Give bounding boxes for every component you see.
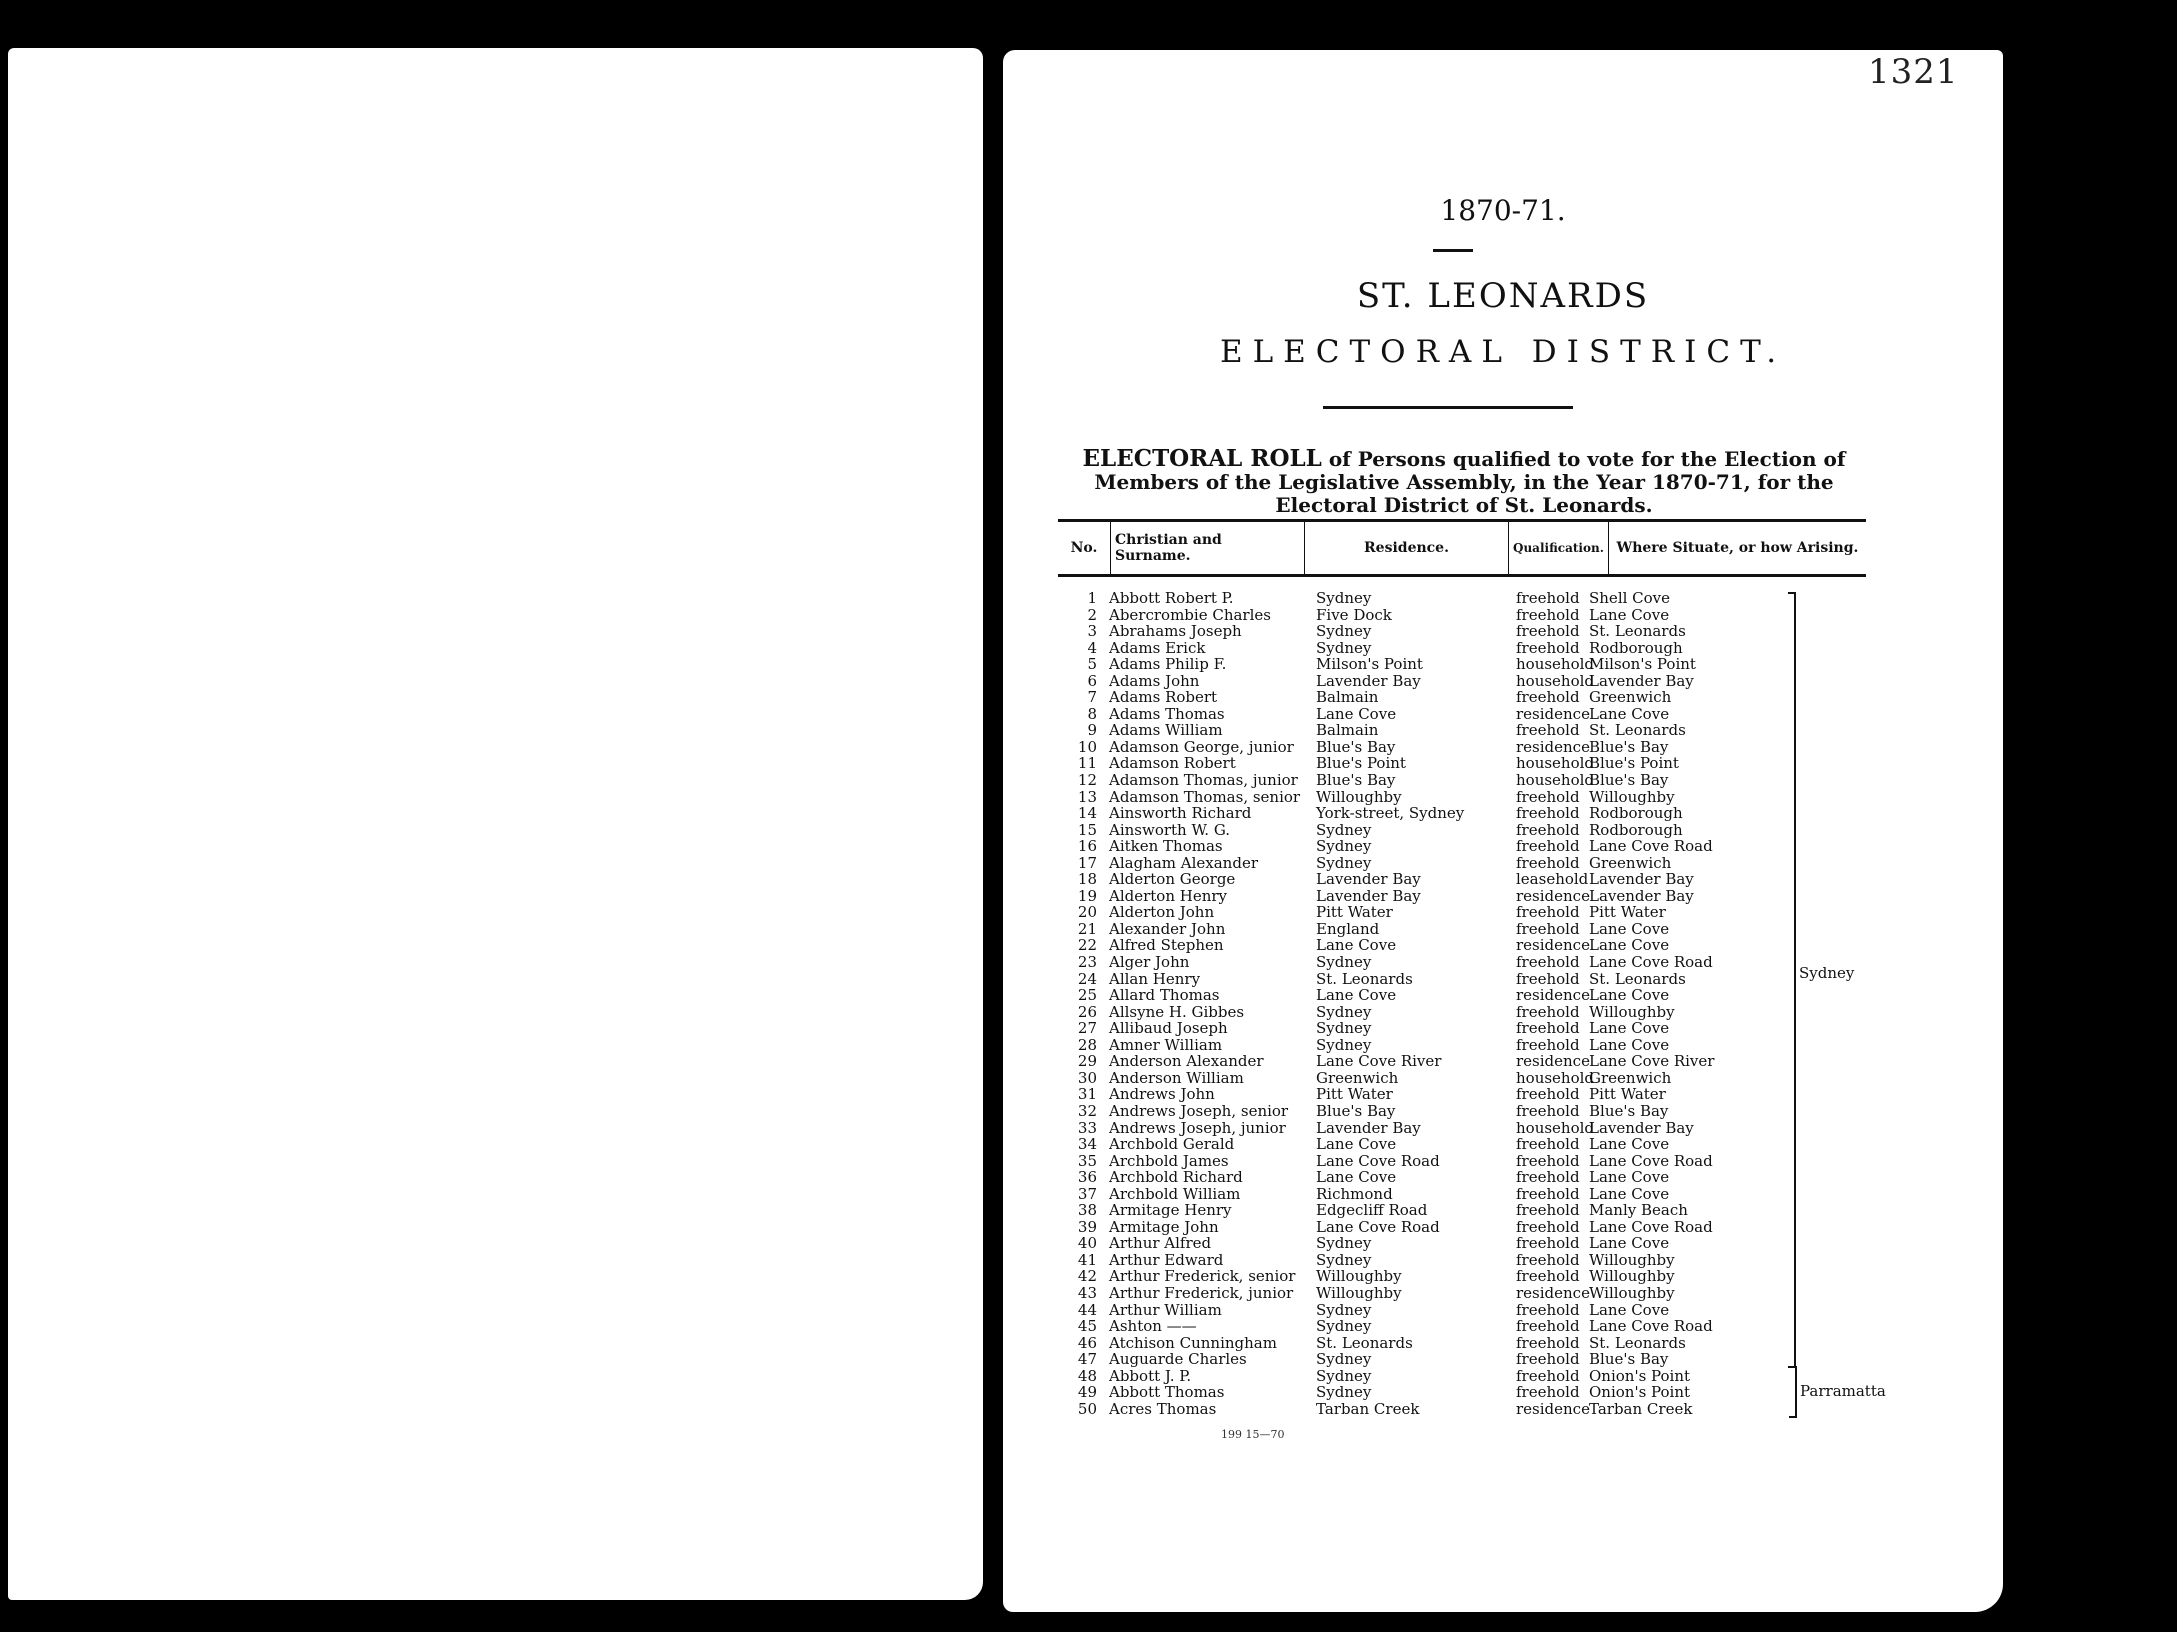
cell-name: Andrews John: [1109, 1085, 1215, 1104]
cell-where: Rodborough: [1589, 638, 1683, 657]
cell-name: Aitken Thomas: [1109, 837, 1223, 856]
cell-no: 31: [1077, 1085, 1097, 1104]
cell-where: Lane Cove: [1589, 1035, 1670, 1054]
cell-name: Alfred Stephen: [1109, 936, 1224, 955]
cell-res: Pitt Water: [1316, 1085, 1393, 1104]
cell-where: Willoughby: [1589, 787, 1675, 806]
cell-qual: freehold: [1516, 1002, 1580, 1021]
cell-name: Allsyne H. Gibbes: [1109, 1002, 1245, 1021]
cell-name: Atchison Cunningham: [1109, 1333, 1277, 1352]
cell-where: Blue's Bay: [1589, 1350, 1669, 1369]
cell-res: England: [1316, 919, 1380, 938]
cell-no: 41: [1077, 1250, 1097, 1269]
cell-no: 10: [1077, 737, 1097, 756]
cell-where: Willoughby: [1589, 1002, 1675, 1021]
cell-no: 50: [1077, 1399, 1097, 1418]
cell-qual: residence: [1516, 704, 1590, 723]
cell-where: Lavender Bay: [1589, 671, 1694, 690]
cell-where: Shell Cove: [1589, 589, 1671, 607]
cell-res: Sydney: [1316, 1350, 1372, 1369]
cell-qual: leasehold: [1516, 870, 1589, 889]
cell-res: Sydney: [1316, 622, 1372, 641]
cell-name: Archbold Gerald: [1109, 1135, 1235, 1154]
cell-where: Lavender Bay: [1589, 886, 1694, 905]
cell-no: 11: [1077, 754, 1097, 773]
page-number-right: 1321: [1868, 52, 1959, 92]
cell-qual: freehold: [1516, 1317, 1580, 1336]
brace-parramatta: [1789, 1366, 1797, 1418]
cell-res: Sydney: [1316, 1317, 1372, 1336]
cell-name: Adams Erick: [1109, 638, 1206, 657]
col-header-where: Where Situate, or how Arising.: [1608, 521, 1866, 576]
cell-qual: freehold: [1516, 1267, 1580, 1286]
cell-res: Sydney: [1316, 1366, 1372, 1385]
cell-res: Lane Cove Road: [1316, 1217, 1440, 1236]
cell-name: Abbott J. P.: [1109, 1366, 1192, 1385]
cell-where: Lavender Bay: [1589, 1118, 1694, 1137]
cell-where: Lane Cove: [1589, 605, 1670, 624]
cell-res: Blue's Bay: [1316, 771, 1396, 790]
cell-name: Adamson Thomas, junior: [1109, 771, 1298, 790]
cell-name: Abrahams Joseph: [1109, 622, 1242, 641]
cell-where: Onion's Point: [1589, 1366, 1691, 1385]
cell-no: 17: [1077, 853, 1097, 872]
cell-res: Lane Cove Road: [1316, 1151, 1440, 1170]
cell-where: Rodborough: [1589, 820, 1683, 839]
cell-res: Lavender Bay: [1316, 886, 1421, 905]
cell-name: Arthur Edward: [1109, 1250, 1224, 1269]
cell-where: Manly Beach: [1589, 1201, 1688, 1220]
year-heading: 1870-71.: [1440, 194, 1566, 227]
cell-name: Armitage John: [1109, 1217, 1219, 1236]
cell-where: Lane Cove: [1589, 986, 1670, 1005]
cell-name: Allard Thomas: [1109, 986, 1220, 1005]
cell-name: Anderson William: [1109, 1068, 1244, 1087]
right-page: [1003, 50, 2003, 1612]
cell-name: Anderson Alexander: [1109, 1052, 1264, 1071]
cell-res: Willoughby: [1316, 787, 1402, 806]
cell-name: Adams John: [1109, 671, 1200, 690]
cell-qual: residence: [1516, 737, 1590, 756]
cell-no: 26: [1077, 1002, 1097, 1021]
cell-qual: freehold: [1516, 1101, 1580, 1120]
cell-no: 37: [1077, 1184, 1097, 1203]
cell-res: Five Dock: [1316, 605, 1392, 624]
col-header-name: Christian and Surname.: [1111, 521, 1305, 576]
cell-where: Willoughby: [1589, 1267, 1675, 1286]
cell-res: Sydney: [1316, 1383, 1372, 1402]
cell-name: Alexander John: [1109, 919, 1226, 938]
page-number-left: 1320: [80, 52, 171, 92]
cell-name: Ainsworth Richard: [1109, 804, 1252, 823]
cell-no: 23: [1077, 953, 1097, 972]
intro-lead: ELECTORAL ROLL: [1082, 445, 1322, 472]
cell-no: 13: [1077, 787, 1097, 806]
cell-qual: residence: [1516, 936, 1590, 955]
cell-qual: freehold: [1516, 1035, 1580, 1054]
brace-sydney: [1788, 592, 1796, 1368]
cell-qual: freehold: [1516, 820, 1580, 839]
cell-name: Allan Henry: [1109, 969, 1201, 988]
cell-no: 21: [1077, 919, 1097, 938]
cell-no: 28: [1077, 1035, 1097, 1054]
cell-res: Sydney: [1316, 1019, 1372, 1038]
cell-res: Lane Cove: [1316, 936, 1397, 955]
cell-qual: freehold: [1516, 622, 1580, 641]
cell-name: Adamson George, junior: [1109, 737, 1294, 756]
cell-no: 42: [1077, 1267, 1097, 1286]
cell-where: Blue's Bay: [1589, 1101, 1669, 1120]
cell-res: Tarban Creek: [1316, 1399, 1420, 1418]
cell-name: Alderton George: [1109, 870, 1236, 889]
cell-no: 24: [1077, 969, 1097, 988]
cell-res: Sydney: [1316, 1002, 1372, 1021]
cell-where: Tarban Creek: [1589, 1399, 1693, 1418]
cell-name: Andrews Joseph, junior: [1109, 1118, 1286, 1137]
cell-where: Lane Cove Road: [1589, 1217, 1713, 1236]
cell-res: Willoughby: [1316, 1283, 1402, 1302]
cell-qual: freehold: [1516, 1217, 1580, 1236]
cell-no: 15: [1077, 820, 1097, 839]
cell-qual: freehold: [1516, 589, 1580, 607]
cell-res: Lane Cove: [1316, 704, 1397, 723]
cell-qual: freehold: [1516, 804, 1580, 823]
cell-no: 39: [1077, 1217, 1097, 1236]
cell-qual: freehold: [1516, 638, 1580, 657]
cell-res: Blue's Bay: [1316, 1101, 1396, 1120]
cell-no: 40: [1077, 1234, 1097, 1253]
district-title: ST. LEONARDS: [1356, 276, 1650, 316]
cell-name: Amner William: [1109, 1035, 1223, 1054]
cell-no: 19: [1077, 886, 1097, 905]
cell-qual: freehold: [1516, 1300, 1580, 1319]
cell-where: St. Leonards: [1589, 969, 1686, 988]
cell-res: Edgecliff Road: [1316, 1201, 1428, 1220]
brace-label-parramatta: Parramatta: [1800, 1382, 1886, 1400]
cell-res: Lane Cove: [1316, 1135, 1397, 1154]
cell-no: 30: [1077, 1068, 1097, 1087]
column-headers: [1058, 519, 1866, 577]
cell-name: Arthur Alfred: [1109, 1234, 1212, 1253]
cell-name: Alagham Alexander: [1109, 853, 1258, 872]
cell-qual: freehold: [1516, 605, 1580, 624]
cell-qual: freehold: [1516, 787, 1580, 806]
cell-name: Ainsworth W. G.: [1109, 820, 1231, 839]
cell-no: 38: [1077, 1201, 1097, 1220]
cell-no: 20: [1077, 903, 1097, 922]
col-header-residence: Residence.: [1305, 521, 1509, 576]
cell-qual: household: [1516, 754, 1595, 773]
cell-res: Lavender Bay: [1316, 671, 1421, 690]
cell-name: Alderton Henry: [1109, 886, 1228, 905]
cell-where: Lane Cove River: [1589, 1052, 1715, 1071]
cell-qual: household: [1516, 1118, 1595, 1137]
cell-where: St. Leonards: [1589, 622, 1686, 641]
cell-name: Arthur Frederick, junior: [1109, 1283, 1294, 1302]
cell-no: 48: [1077, 1366, 1097, 1385]
cell-qual: freehold: [1516, 1383, 1580, 1402]
cell-res: Milson's Point: [1316, 655, 1423, 674]
cell-where: Lavender Bay: [1589, 870, 1694, 889]
cell-qual: freehold: [1516, 1019, 1580, 1038]
cell-qual: freehold: [1516, 969, 1580, 988]
cell-res: Sydney: [1316, 953, 1372, 972]
cell-where: Lane Cove Road: [1589, 953, 1713, 972]
cell-qual: freehold: [1516, 903, 1580, 922]
cell-no: 44: [1077, 1300, 1097, 1319]
cell-name: Arthur Frederick, senior: [1109, 1267, 1296, 1286]
cell-no: 6: [1087, 671, 1097, 690]
cell-qual: freehold: [1516, 1250, 1580, 1269]
cell-where: St. Leonards: [1589, 721, 1686, 740]
cell-res: Blue's Point: [1316, 754, 1406, 773]
cell-where: Blue's Point: [1589, 754, 1679, 773]
cell-where: Lane Cove: [1589, 1300, 1670, 1319]
cell-qual: household: [1516, 1068, 1595, 1087]
cell-where: Blue's Bay: [1589, 737, 1669, 756]
cell-res: Balmain: [1316, 721, 1379, 740]
cell-no: 3: [1087, 622, 1097, 641]
cell-name: Adamson Thomas, senior: [1109, 787, 1301, 806]
cell-where: Lane Cove: [1589, 1019, 1670, 1038]
cell-no: 18: [1077, 870, 1097, 889]
cell-qual: freehold: [1516, 1135, 1580, 1154]
left-page: [8, 48, 983, 1600]
cell-qual: freehold: [1516, 853, 1580, 872]
cell-qual: residence: [1516, 1052, 1590, 1071]
cell-no: 47: [1077, 1350, 1097, 1369]
cell-res: Sydney: [1316, 638, 1372, 657]
cell-no: 16: [1077, 837, 1097, 856]
cell-qual: residence: [1516, 1283, 1590, 1302]
cell-no: 9: [1087, 721, 1097, 740]
cell-name: Abbott Thomas: [1109, 1383, 1225, 1402]
cell-name: Allibaud Joseph: [1109, 1019, 1228, 1038]
col-header-no: No.: [1070, 540, 1098, 556]
cell-res: Sydney: [1316, 1300, 1372, 1319]
cell-where: Lane Cove Road: [1589, 1317, 1713, 1336]
cell-where: Greenwich: [1589, 853, 1672, 872]
cell-res: St. Leonards: [1316, 1333, 1413, 1352]
cell-name: Archbold Richard: [1109, 1168, 1243, 1187]
cell-res: Willoughby: [1316, 1267, 1402, 1286]
cell-where: Lane Cove: [1589, 1234, 1670, 1253]
cell-no: 12: [1077, 771, 1097, 790]
cell-name: Ashton ——: [1109, 1317, 1197, 1336]
cell-no: 27: [1077, 1019, 1097, 1038]
cell-where: St. Leonards: [1589, 1333, 1686, 1352]
cell-name: Archbold James: [1109, 1151, 1229, 1170]
cell-res: Blue's Bay: [1316, 737, 1396, 756]
cell-name: Adams William: [1109, 721, 1223, 740]
cell-res: Sydney: [1316, 820, 1372, 839]
cell-where: Lane Cove Road: [1589, 1151, 1713, 1170]
intro-paragraph: [1055, 447, 1873, 517]
cell-no: 5: [1087, 655, 1097, 674]
cell-where: Lane Cove Road: [1589, 837, 1713, 856]
cell-no: 14: [1077, 804, 1097, 823]
cell-qual: freehold: [1516, 919, 1580, 938]
cell-no: 7: [1087, 688, 1097, 707]
cell-where: Milson's Point: [1589, 655, 1696, 674]
cell-where: Lane Cove: [1589, 919, 1670, 938]
printer-imprint: 199 15—70: [1221, 1428, 1285, 1441]
cell-qual: freehold: [1516, 1350, 1580, 1369]
cell-name: Auguarde Charles: [1109, 1350, 1247, 1369]
cell-name: Abercrombie Charles: [1109, 605, 1271, 624]
cell-res: Greenwich: [1316, 1068, 1399, 1087]
cell-res: Sydney: [1316, 1035, 1372, 1054]
cell-no: 22: [1077, 936, 1097, 955]
cell-res: York-street, Sydney: [1316, 804, 1465, 823]
cell-res: Lane Cove: [1316, 986, 1397, 1005]
cell-res: Sydney: [1316, 853, 1372, 872]
cell-no: 43: [1077, 1283, 1097, 1302]
cell-where: Willoughby: [1589, 1250, 1675, 1269]
cell-no: 35: [1077, 1151, 1097, 1170]
short-rule: [1433, 249, 1473, 252]
cell-qual: household: [1516, 671, 1595, 690]
cell-qual: freehold: [1516, 1168, 1580, 1187]
cell-no: 25: [1077, 986, 1097, 1005]
electoral-district-title: ELECTORAL DISTRICT.: [1219, 334, 1787, 370]
cell-qual: freehold: [1516, 1184, 1580, 1203]
cell-res: Sydney: [1316, 1250, 1372, 1269]
long-rule: [1323, 406, 1573, 409]
cell-no: 2: [1087, 605, 1097, 624]
cell-res: Sydney: [1316, 837, 1372, 856]
cell-res: Pitt Water: [1316, 903, 1393, 922]
cell-no: 8: [1087, 704, 1097, 723]
intro-text: of Persons qualified to vote for the Election of Members of the Legislative Assembly, in the Year 1870-71, for the Electoral District of St. Leonards.: [1094, 447, 1846, 517]
cell-where: Pitt Water: [1589, 903, 1666, 922]
cell-where: Rodborough: [1589, 804, 1683, 823]
cell-name: Arthur William: [1109, 1300, 1222, 1319]
cell-where: Greenwich: [1589, 1068, 1672, 1087]
cell-qual: freehold: [1516, 721, 1580, 740]
cell-qual: residence: [1516, 1399, 1590, 1418]
cell-name: Abbott Robert P.: [1109, 589, 1234, 607]
cell-where: Blue's Bay: [1589, 771, 1669, 790]
cell-res: Sydney: [1316, 1234, 1372, 1253]
cell-res: Lavender Bay: [1316, 870, 1421, 889]
cell-name: Alderton John: [1109, 903, 1215, 922]
cell-name: Adams Thomas: [1109, 704, 1225, 723]
cell-where: Lane Cove: [1589, 1168, 1670, 1187]
cell-no: 34: [1077, 1135, 1097, 1154]
cell-no: 1: [1087, 589, 1097, 607]
cell-qual: freehold: [1516, 837, 1580, 856]
col-header-qualification: Qualification.: [1509, 521, 1609, 576]
cell-no: 49: [1077, 1383, 1097, 1402]
cell-where: Lane Cove: [1589, 704, 1670, 723]
cell-no: 46: [1077, 1333, 1097, 1352]
cell-qual: household: [1516, 771, 1595, 790]
cell-res: Lane Cove River: [1316, 1052, 1442, 1071]
cell-where: Pitt Water: [1589, 1085, 1666, 1104]
cell-no: 29: [1077, 1052, 1097, 1071]
cell-name: Armitage Henry: [1109, 1201, 1232, 1220]
cell-no: 32: [1077, 1101, 1097, 1120]
cell-qual: freehold: [1516, 688, 1580, 707]
cell-qual: freehold: [1516, 1151, 1580, 1170]
cell-name: Adams Robert: [1109, 688, 1218, 707]
cell-no: 36: [1077, 1168, 1097, 1187]
cell-qual: freehold: [1516, 953, 1580, 972]
cell-no: 45: [1077, 1317, 1097, 1336]
brace-label-sydney: Sydney: [1799, 964, 1855, 982]
cell-where: Greenwich: [1589, 688, 1672, 707]
cell-name: Archbold William: [1109, 1184, 1241, 1203]
cell-qual: freehold: [1516, 1201, 1580, 1220]
cell-qual: freehold: [1516, 1085, 1580, 1104]
cell-name: Acres Thomas: [1109, 1399, 1217, 1418]
cell-res: Richmond: [1316, 1184, 1393, 1203]
cell-where: Onion's Point: [1589, 1383, 1691, 1402]
cell-res: Balmain: [1316, 688, 1379, 707]
cell-res: Sydney: [1316, 589, 1372, 607]
cell-name: Andrews Joseph, senior: [1109, 1101, 1289, 1120]
cell-name: Adamson Robert: [1109, 754, 1236, 773]
cell-no: 4: [1087, 638, 1097, 657]
cell-qual: residence: [1516, 886, 1590, 905]
cell-name: Alger John: [1109, 953, 1190, 972]
cell-where: Lane Cove: [1589, 1184, 1670, 1203]
cell-qual: freehold: [1516, 1333, 1580, 1352]
cell-where: Lane Cove: [1589, 936, 1670, 955]
cell-name: Adams Philip F.: [1109, 655, 1227, 674]
cell-res: Lavender Bay: [1316, 1118, 1421, 1137]
cell-where: Willoughby: [1589, 1283, 1675, 1302]
cell-where: Lane Cove: [1589, 1135, 1670, 1154]
cell-qual: residence: [1516, 986, 1590, 1005]
cell-res: St. Leonards: [1316, 969, 1413, 988]
cell-res: Lane Cove: [1316, 1168, 1397, 1187]
cell-qual: freehold: [1516, 1366, 1580, 1385]
cell-qual: freehold: [1516, 1234, 1580, 1253]
cell-qual: household: [1516, 655, 1595, 674]
cell-no: 33: [1077, 1118, 1097, 1137]
